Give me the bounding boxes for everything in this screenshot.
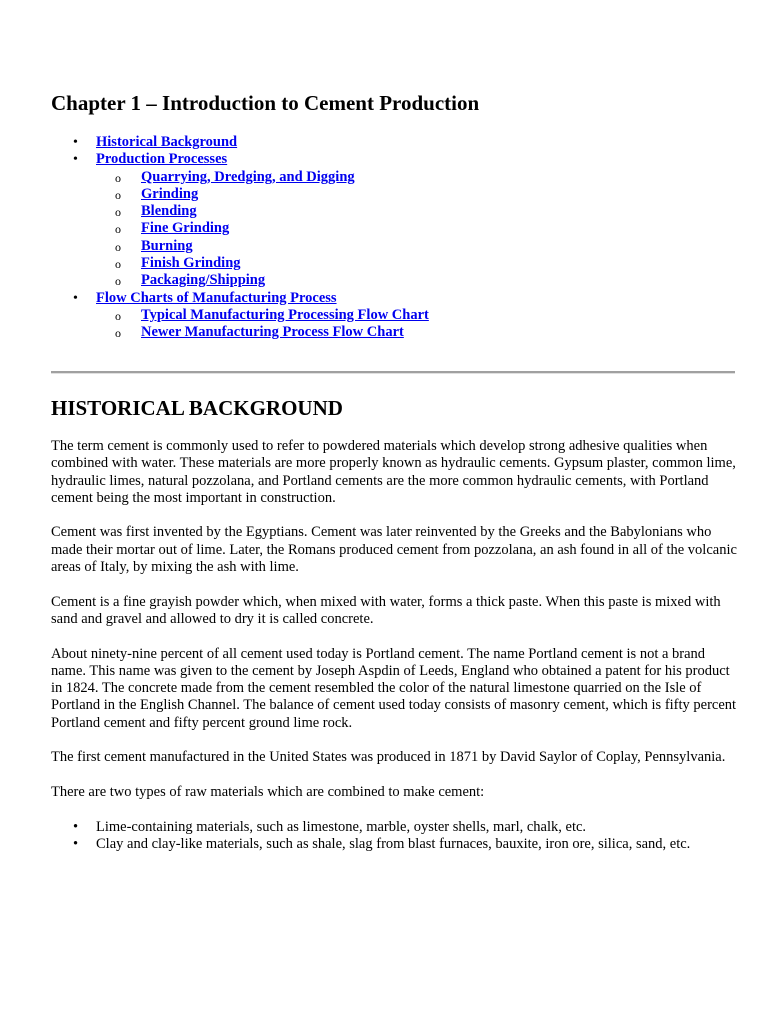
link-finish-grinding[interactable]: Finish Grinding	[141, 255, 241, 272]
link-fine-grinding[interactable]: Fine Grinding	[141, 220, 230, 237]
link-typical-flow-chart[interactable]: Typical Manufacturing Processing Flow Chart	[141, 306, 429, 323]
link-packaging-shipping[interactable]: Packaging/Shipping	[141, 272, 266, 289]
paragraph: About ninety-nine percent of all cement used today is Portland cement. The name Portland cement is not a brand name. This name was given to the cement by Joseph Aspdin of Leeds, England who obtained a patent for his product in 1824. The concrete made from the cement resembled the color of the natural limestone quarried on the Isle of Portland in the English Channel. The balance of cement used today consists of masonry cement, which is fifty percent Portland cement and fifty percent ground lime rock.	[51, 645, 737, 731]
toc-sublist-production	[96, 169, 429, 290]
link-flow-charts[interactable]: Flow Charts of Manufacturing Process	[96, 289, 337, 306]
paragraph: Cement was first invented by the Egyptians. Cement was later reinvented by the Greeks and the Babylonians who made their mortar out of lime. Later, the Romans produced cement from pozzolana, an ash found in all of the volcanic areas of Italy, by mixing the ash with lime.	[51, 524, 737, 576]
toc-subitem	[96, 324, 429, 341]
toc-subitem	[96, 169, 429, 186]
paragraph: The term cement is commonly used to refer to powdered materials which develop strong adhesive qualities when combined with water. These materials are more properly known as hydraulic cements. Gypsum plaster, common lime, hydraulic limes, natural pozzolana, and Portland cements are the more common hydraulic cements, with Portland cement being the most important in construction.	[51, 438, 736, 506]
toc-subitem	[96, 220, 429, 237]
link-production-processes[interactable]: Production Processes	[96, 151, 228, 168]
toc-item-historical-background	[51, 134, 429, 151]
link-blending[interactable]: Blending	[141, 203, 197, 220]
link-newer-flow-chart[interactable]: Newer Manufacturing Process Flow Chart	[141, 324, 404, 341]
section-body	[51, 438, 741, 853]
toc-sublist-flow-charts	[96, 307, 429, 342]
toc-item-production-processes	[51, 151, 429, 289]
paragraph: The first cement manufactured in the United States was produced in 1871 by David Saylor of Coplay, Pennsylvania.	[51, 749, 726, 766]
link-quarrying[interactable]: Quarrying, Dredging, and Digging	[141, 168, 355, 185]
toc-subitem	[96, 255, 429, 272]
section-title: HISTORICAL BACKGROUND	[51, 396, 343, 420]
toc-item-flow-charts	[51, 290, 429, 342]
horizontal-rule	[51, 371, 735, 374]
link-grinding[interactable]: Grinding	[141, 185, 199, 202]
toc-subitem	[96, 203, 429, 220]
toc-subitem	[96, 238, 429, 255]
table-of-contents	[51, 134, 429, 342]
toc-subitem	[96, 307, 429, 324]
link-burning[interactable]: Burning	[141, 237, 193, 254]
list-item: • Clay and clay-like materials, such as shale, slag from blast furnaces, bauxite, iron ore, silica, sand, etc.	[51, 836, 741, 853]
toc-subitem	[96, 272, 429, 289]
list-item: • Lime-containing materials, such as limestone, marble, oyster shells, marl, chalk, etc.	[51, 819, 741, 836]
raw-materials-list	[51, 819, 741, 854]
paragraph: There are two types of raw materials which are combined to make cement:	[51, 783, 485, 800]
toc-subitem	[96, 186, 429, 203]
chapter-title: Chapter 1 – Introduction to Cement Production	[51, 91, 480, 115]
link-historical-background[interactable]: Historical Background	[96, 134, 238, 150]
paragraph: Cement is a fine grayish powder which, when mixed with water, forms a thick paste. When this paste is mixed with sand and gravel and allowed to dry it is called concrete.	[51, 593, 721, 627]
